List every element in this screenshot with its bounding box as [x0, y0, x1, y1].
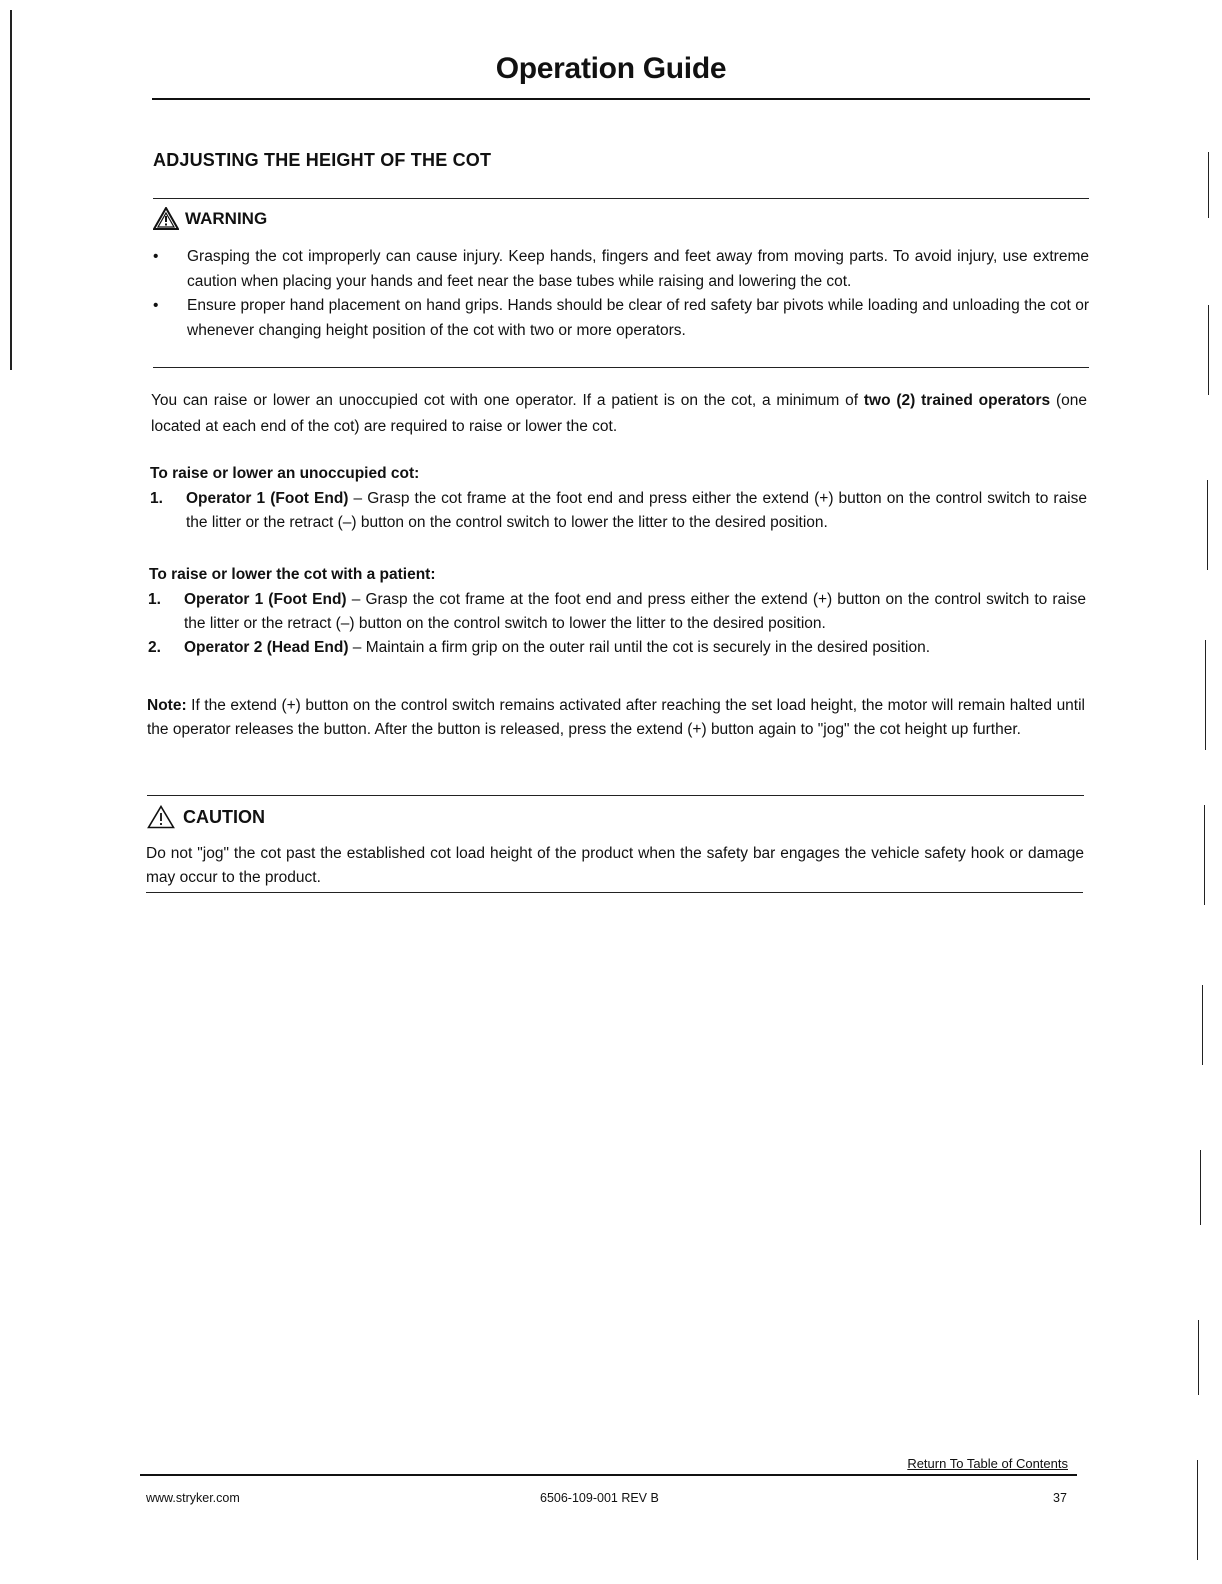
caution-header [147, 805, 265, 829]
scan-edge-line-right [1208, 305, 1209, 395]
step-number: 1. [150, 490, 163, 507]
intro-paragraph [151, 388, 1087, 440]
patient-heading: To raise or lower the cot with a patient: [149, 566, 436, 583]
scan-edge-line-right [1207, 480, 1208, 570]
footer-website: www.stryker.com [146, 1491, 240, 1505]
note-paragraph [147, 694, 1085, 742]
step-number: 2. [148, 639, 161, 656]
step-text: – Grasp the cot frame at the foot end and press either the extend (+) button on the control switch to raise the litter or the retract (–) button on the control switch to lower the litter to the desired position. [186, 490, 1088, 531]
section-heading: ADJUSTING THE HEIGHT OF THE COT [153, 150, 492, 170]
patient-steps [148, 588, 1086, 660]
warning-top-rule [153, 198, 1089, 199]
warning-item-text: Ensure proper hand placement on hand grips. Hands should be clear of red safety bar pivots while loading and unloading the cot or whenever changing height position of the cot with two or more operators. [187, 297, 1089, 339]
warning-list [153, 245, 1089, 343]
list-item [153, 294, 1089, 343]
warning-triangle-icon [153, 207, 179, 230]
list-item [150, 487, 1087, 535]
scan-edge-line-right [1198, 1320, 1199, 1395]
return-to-toc-link[interactable]: Return To Table of Contents [907, 1456, 1068, 1471]
step-number: 1. [148, 591, 161, 608]
warning-label: WARNING [185, 208, 268, 228]
step-lead: Operator 1 (Foot End) [184, 591, 347, 608]
footer-page-number: 37 [1053, 1491, 1067, 1505]
list-item [148, 588, 1086, 636]
bullet-icon: • [153, 248, 159, 265]
caution-bottom-rule [146, 892, 1083, 893]
caution-label: CAUTION [183, 806, 265, 827]
footer-rule [140, 1474, 1077, 1476]
warning-item-text: Grasping the cot improperly can cause injury. Keep hands, fingers and feet away from moving parts. To avoid injury, use extreme caution when placing your hands and feet near the base tubes while raising and lowering the cot. [187, 248, 1089, 290]
unoccupied-heading: To raise or lower an unoccupied cot: [150, 465, 420, 482]
caution-text: Do not "jog" the cot past the established cot load height of the product when the safety bar engages the vehicle safety hook or damage may occur to the product. [146, 845, 1084, 886]
list-item [148, 636, 1086, 660]
intro-text: (one located at each end of the cot) are required to raise or lower the cot. [151, 392, 1087, 435]
step-text: – Maintain a firm grip on the outer rail until the cot is securely in the desired position. [348, 639, 931, 656]
footer-doc-number: 6506-109-001 REV B [540, 1491, 659, 1505]
note-text: If the extend (+) button on the control switch remains activated after reaching the set load height, the motor will remain halted until the operator releases the button. After the button is released, press the extend (+) button again to "jog" the cot height up further. [147, 697, 1085, 738]
page-title: Operation Guide [495, 52, 727, 85]
intro-bold-text: two (2) trained operators [863, 392, 1051, 409]
scan-edge-line-right [1200, 1150, 1201, 1225]
list-item [153, 245, 1089, 294]
warning-bottom-rule [153, 367, 1089, 368]
step-lead: Operator 1 (Foot End) [186, 490, 349, 507]
bullet-icon: • [153, 297, 159, 314]
step-lead: Operator 2 (Head End) [184, 639, 349, 656]
caution-triangle-icon [147, 805, 175, 829]
unoccupied-steps [150, 487, 1087, 535]
note-label: Note: [147, 697, 187, 714]
intro-text: You can raise or lower an unoccupied cot with one operator. If a patient is on the cot, a minimum of [151, 392, 864, 409]
scan-edge-line-right [1205, 640, 1206, 750]
title-rule [152, 98, 1090, 100]
warning-header [153, 207, 267, 230]
step-text: – Grasp the cot frame at the foot end and press either the extend (+) button on the control switch to raise the litter or the retract (–) button on the control switch to lower the litter to the desired position. [184, 591, 1086, 632]
scan-edge-line-right [1208, 152, 1209, 218]
scan-edge-line-right [1204, 805, 1205, 905]
scan-edge-line-right [1197, 1460, 1198, 1560]
scan-edge-line-right [1202, 985, 1203, 1065]
caution-top-rule [147, 795, 1084, 796]
